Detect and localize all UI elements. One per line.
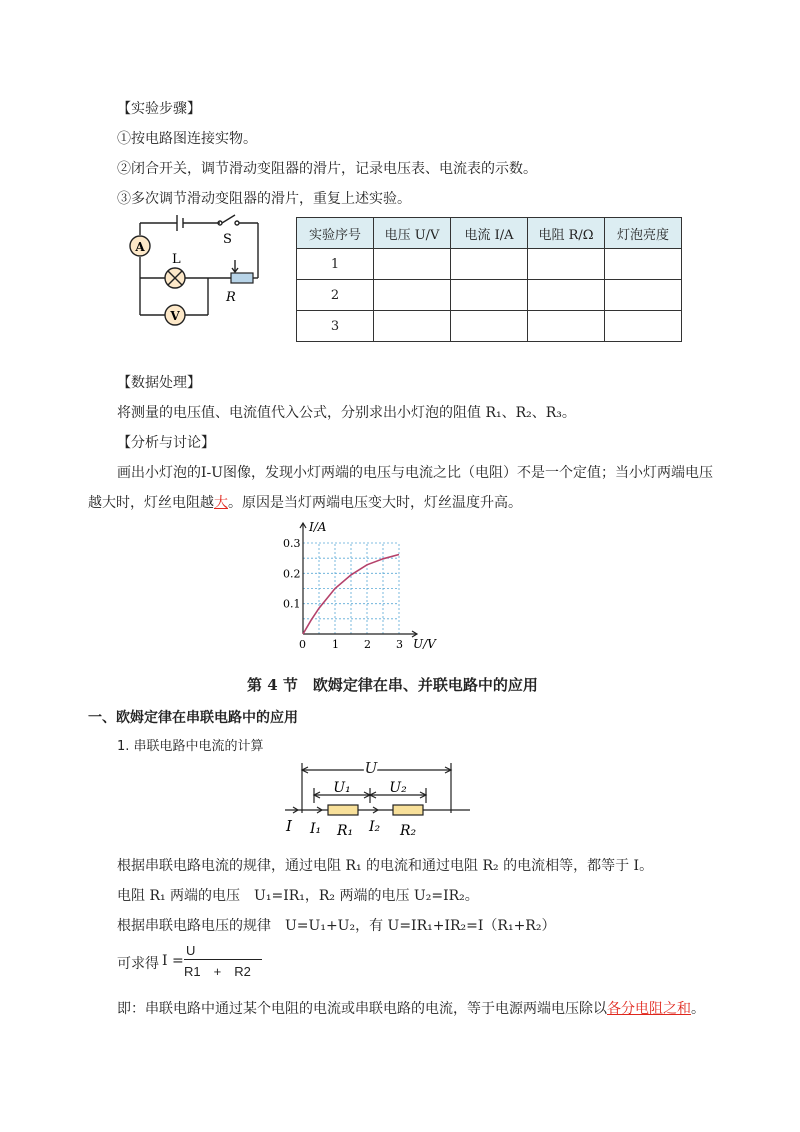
y-tick-label: 0.2 — [283, 567, 301, 581]
rheostat-icon — [231, 273, 253, 283]
ammeter-icon — [130, 236, 150, 256]
formula-denominator: R1 + R2 — [184, 964, 251, 979]
step-1: ①按电路图连接实物。 — [117, 131, 257, 147]
para-3: 根据串联电路电压的规律 U=U₁+U₂，有 U=IR₁+IR₂=I（R₁+R₂） — [117, 918, 556, 934]
chart-grid — [303, 543, 399, 634]
rheostat-label: R — [226, 290, 236, 305]
analysis-heading: 【分析与讨论】 — [117, 435, 215, 451]
subsection-title: 一、欧姆定律在串联电路中的应用 — [88, 710, 298, 726]
item-title: 1. 串联电路中电流的计算 — [117, 739, 264, 754]
label-r2: R₂ — [400, 823, 417, 839]
x-tick-label: 0 — [299, 638, 306, 651]
x-tick-label: 3 — [396, 638, 403, 651]
svg-text:A: A — [135, 240, 145, 254]
table-row — [297, 311, 682, 342]
step-2: ②闭合开关，调节滑动变阻器的滑片，记录电压表、电流表的示数。 — [117, 161, 537, 177]
switch-label: S — [223, 232, 232, 247]
resistor-r1-icon — [328, 805, 358, 815]
table-row — [297, 280, 682, 311]
chart-series-line — [303, 555, 399, 635]
formula-bar — [184, 959, 262, 960]
formula-numerator: U — [186, 943, 196, 958]
label-u: U — [364, 759, 378, 777]
analysis-line1: 画出小灯泡的I-U图像，发现小灯两端的电压与电流之比（电阻）不是一个定值；当小灯两端电压 — [117, 465, 714, 481]
para-5-end: 。 — [691, 1001, 705, 1017]
label-r1: R₁ — [337, 823, 354, 839]
svg-text:V: V — [170, 309, 180, 323]
para-5-answer: 各分电阻之和 — [607, 1001, 691, 1017]
label-i2: I₂ — [369, 819, 381, 835]
y-tick-label: 0.3 — [283, 537, 301, 550]
para-1: 根据串联电路电流的规律，通过电阻 R₁ 的电流和通过电阻 R₂ 的电流相等，都等于 I。 — [117, 858, 654, 874]
data-text: 将测量的电压值、电流值代入公式，分别求出小灯泡的阻值 R₁、R₂、R₃。 — [117, 405, 576, 421]
data-heading: 【数据处理】 — [117, 375, 201, 391]
table-header: 电流 I/A — [451, 218, 528, 249]
label-i: I — [286, 817, 292, 835]
table-header: 电阻 R/Ω — [528, 218, 605, 249]
y-tick-label: 0.1 — [283, 597, 301, 611]
table-row — [297, 249, 682, 280]
label-i1: I₁ — [310, 821, 322, 837]
chart-axes — [300, 523, 417, 637]
para-5 — [117, 998, 705, 1018]
analysis-text: 越大时，灯丝电阻越 — [88, 495, 214, 511]
analysis-answer: 大 — [214, 495, 228, 511]
section-title: 第 4 节 欧姆定律在串、并联电路中的应用 — [247, 676, 538, 694]
para-5-text: 即：串联电路中通过某个电阻的电流或串联电路的电流，等于电源两端电压除以 — [117, 1001, 607, 1017]
voltmeter-icon — [165, 305, 185, 325]
para-4: 可求得 — [117, 956, 159, 972]
table-header-row — [297, 218, 682, 249]
label-u2: U₂ — [389, 780, 407, 796]
analysis-line2 — [88, 492, 522, 512]
lamp-icon — [165, 268, 185, 288]
para-2: 电阻 R₁ 两端的电压 U₁=IR₁，R₂ 两端的电压 U₂=IR₂。 — [117, 888, 479, 904]
iu-chart — [278, 512, 448, 652]
formula-fraction — [184, 943, 264, 980]
chart-ylabel: I/A — [309, 520, 327, 534]
experiment-table — [296, 217, 682, 342]
x-tick-label: 1 — [332, 638, 339, 651]
table-cell: 2 — [297, 280, 374, 311]
series-circuit-diagram — [280, 755, 480, 845]
resistor-r2-icon — [393, 805, 423, 815]
table-header: 灯泡亮度 — [605, 218, 682, 249]
table-header: 电压 U/V — [374, 218, 451, 249]
table-header: 实验序号 — [297, 218, 374, 249]
table-cell: 1 — [297, 249, 374, 280]
table-cell: 3 — [297, 311, 374, 342]
analysis-text: 。原因是当灯两端电压变大时，灯丝温度升高。 — [228, 495, 522, 511]
label-u1: U₁ — [333, 780, 351, 796]
chart-xlabel: U/V — [413, 637, 436, 651]
steps-heading: 【实验步骤】 — [117, 101, 201, 117]
x-tick-label: 2 — [364, 638, 371, 651]
circuit-diagram — [125, 205, 275, 330]
formula-lhs: I = — [162, 953, 184, 969]
lamp-label: L — [172, 252, 181, 267]
step-3: ③多次调节滑动变阻器的滑片，重复上述实验。 — [117, 191, 411, 207]
